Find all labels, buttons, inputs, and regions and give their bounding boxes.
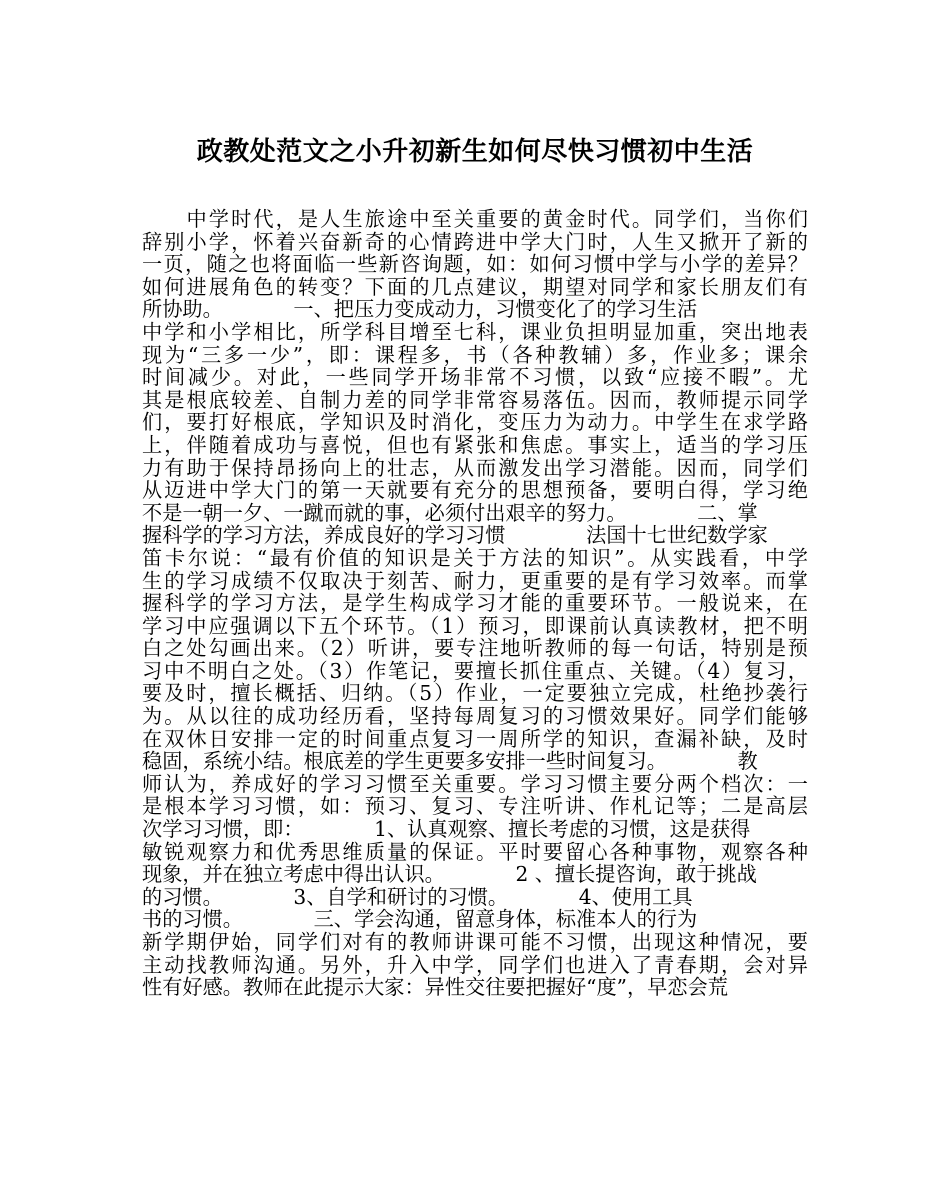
body-line: 其是根底较差、自制力差的同学非常容易落伍。因而，教师提示同学 <box>142 387 808 412</box>
body-line: 稳固，系统小结。根底差的学生更要多安排一些时间复习。 教 <box>142 749 758 774</box>
body-line: 笛卡尔说：“最有价值的知识是关于方法的知识”。从实践看，中学 <box>142 545 808 570</box>
body-line: 们，要打好根底，学知识及时消化，变压力为动力。中学生在求学路 <box>142 410 808 435</box>
body-line: 中学和小学相比，所学科目增至七科，课业负担明显加重，突出地表 <box>142 319 808 344</box>
body-line: 学习中应强调以下五个环节。（1）预习，即课前认真读教材，把不明 <box>142 613 808 638</box>
body-line: 为。从以往的成功经历看，坚持每周复习的习惯效果好。同学们能够 <box>142 704 808 729</box>
body-line: 书的习惯。 三、学会沟通，留意身体，标准本人的行为 <box>142 907 698 932</box>
body-line: 所协助。 一、把压力变成动力，习惯变化了的学习生活 <box>142 297 698 322</box>
body-line: 中学时代，是人生旅途中至关重要的黄金时代。同学们，当你们 <box>142 207 808 231</box>
body-line: 生的学习成绩不仅取决于刻苦、耐力，更重要的是有学习效率。而掌 <box>142 568 808 593</box>
body-line: 现象，并在独立考虑中得出认识。 2 、擅长提咨询，敢于挑战 <box>142 862 757 887</box>
document-title: 政教处范文之小升初新生如何尽快习惯初中生活 <box>196 137 754 167</box>
body-line: 是根本学习习惯，如：预习、复习、专注听讲、作札记等；二是高层 <box>142 794 808 819</box>
body-line: 握科学的学习方法，养成良好的学习习惯 法国十七世纪数学家 <box>142 523 768 548</box>
body-line: 次学习习惯，即： 1、认真观察、擅长考虑的习惯，这是获得 <box>142 817 751 842</box>
body-line: 主动找教师沟通。另外，升入中学，同学们也进入了青春期，会对异 <box>142 952 808 977</box>
body-line: 师认为，养成好的学习习惯至关重要。学习习惯主要分两个档次：一 <box>142 771 808 796</box>
body-line: 在双休日安排一定的时间重点复习一周所学的知识，查漏补缺，及时 <box>142 726 808 751</box>
body-line: 白之处勾画出来。（2）听讲，要专注地听教师的每一句话，特别是预 <box>142 636 808 661</box>
body-line: 握科学的学习方法，是学生构成学习才能的重要环节。一般说来，在 <box>142 591 808 616</box>
body-line: 力有助于保持昂扬向上的壮志，从而激发出学习潜能。因而，同学们 <box>142 455 808 480</box>
body-line: 辞别小学，怀着兴奋新奇的心情跨进中学大门时，人生又掀开了新的 <box>142 229 808 254</box>
body-line: 习中不明白之处。（3）作笔记，要擅长抓住重点、关键。（4）复习， <box>142 658 808 683</box>
body-line: 要及时，擅长概括、归纳。（5）作业，一定要独立完成，杜绝抄袭行 <box>142 681 808 706</box>
body-line: 不是一朝一夕、一蹴而就的事，必须付出艰辛的努力。 二、掌 <box>142 500 758 525</box>
body-line: 上，伴随着成功与喜悦，但也有紧张和焦虑。事实上，适当的学习压 <box>142 432 808 457</box>
body-line: 性有好感。教师在此提示大家：异性交往要把握好“度”，早恋会荒 <box>142 975 728 1000</box>
body-line: 新学期伊始，同学们对有的教师讲课可能不习惯，出现这种情况，要 <box>142 930 808 954</box>
document-body <box>142 208 808 999</box>
body-line: 时间减少。对此，一些同学开场非常不习惯，以致“应接不暇”。尤 <box>142 365 808 390</box>
body-line: 敏锐观察力和优秀思维质量的保证。平时要留心各种事物，观察各种 <box>142 839 808 864</box>
body-line: 从迈进中学大门的第一天就要有充分的思想预备，要明白得，学习绝 <box>142 478 808 503</box>
body-line: 一页，随之也将面临一些新咨询题，如：如何习惯中学与小学的差异？ <box>142 252 808 277</box>
body-line: 的习惯。 3、自学和研讨的习惯。 4、使用工具 <box>142 884 693 909</box>
body-line: 现为“三多一少”，即：课程多，书（各种教辅）多，作业多；课余 <box>142 342 808 367</box>
body-line: 如何进展角色的转变？下面的几点建议，期望对同学和家长朋友们有 <box>142 274 808 299</box>
